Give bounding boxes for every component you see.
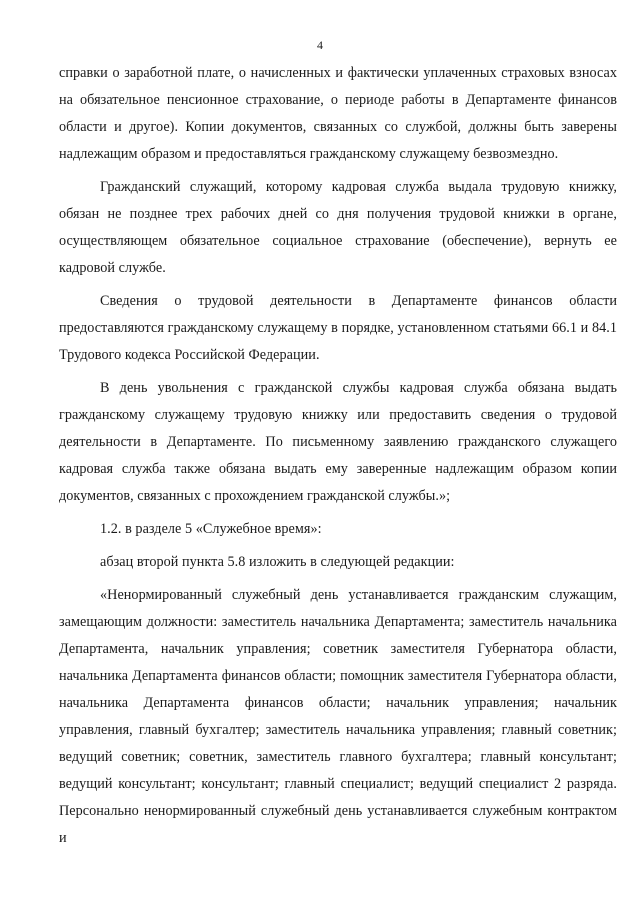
paragraph-amendment-instruction: абзац второй пункта 5.8 изложить в следующей редакции: <box>100 554 455 570</box>
document-body <box>59 60 617 858</box>
paragraph-work-book-return: Гражданский служащий, которому кадровая служба выдала трудовую книжку, обязан не позднее трех рабочих дней со дня получения трудовой книжки в органе, осуществляющем обязательное социальное страхование (обеспечение), вернуть ее кадровой службе. <box>59 179 617 276</box>
paragraph-work-activity-info: Сведения о трудовой деятельности в Департаменте финансов области предоставляются гражданскому служащему в порядке, установленном статьями 66.1 и 84.1 Трудового кодекса Российской Федерации. <box>59 293 617 363</box>
page-number: 4 <box>317 38 323 52</box>
paragraph-section-5-heading: 1.2. в разделе 5 «Служебное время»: <box>100 521 322 537</box>
paragraph-dismissal-day: В день увольнения с гражданской службы кадровая служба обязана выдать гражданскому служащему трудовую книжку или предоставить сведения о трудовой деятельности в Департаменте. По письменному заявлению гражданского служащего кадровая служба также обязана выдать ему заверенные надлежащим образом копии документов, связанных с прохождением гражданской службы.»; <box>59 380 617 504</box>
paragraph-irregular-workday: «Ненормированный служебный день устанавливается гражданским служащим, замещающим должности: заместитель начальника Департамента; заместитель начальника Департамента, начальник управления; советник заместителя Губернатора области, начальника Департамента финансов области; помощник заместителя Губернатора области, начальника Департамента финансов области; начальник управления; начальник управления, главный бухгалтер; заместитель начальника управления; главный советник; ведущий советник; советник, заместитель главного бухгалтера; главный консультант; ведущий консультант; консультант; главный специалист; ведущий специалист 2 разряда. Персонально ненормированный служебный день устанавливается служебным контрактом и <box>59 587 617 846</box>
paragraph-continuation: справки о заработной плате, о начисленных и фактически уплаченных страховых взносах на обязательное пенсионное страхование, о периоде работы в Департаменте финансов области и другое). Копии документов, связанных со службой, должны быть заверены надлежащим образом и предоставляться гражданскому служащему безвозмездно. <box>59 65 617 162</box>
